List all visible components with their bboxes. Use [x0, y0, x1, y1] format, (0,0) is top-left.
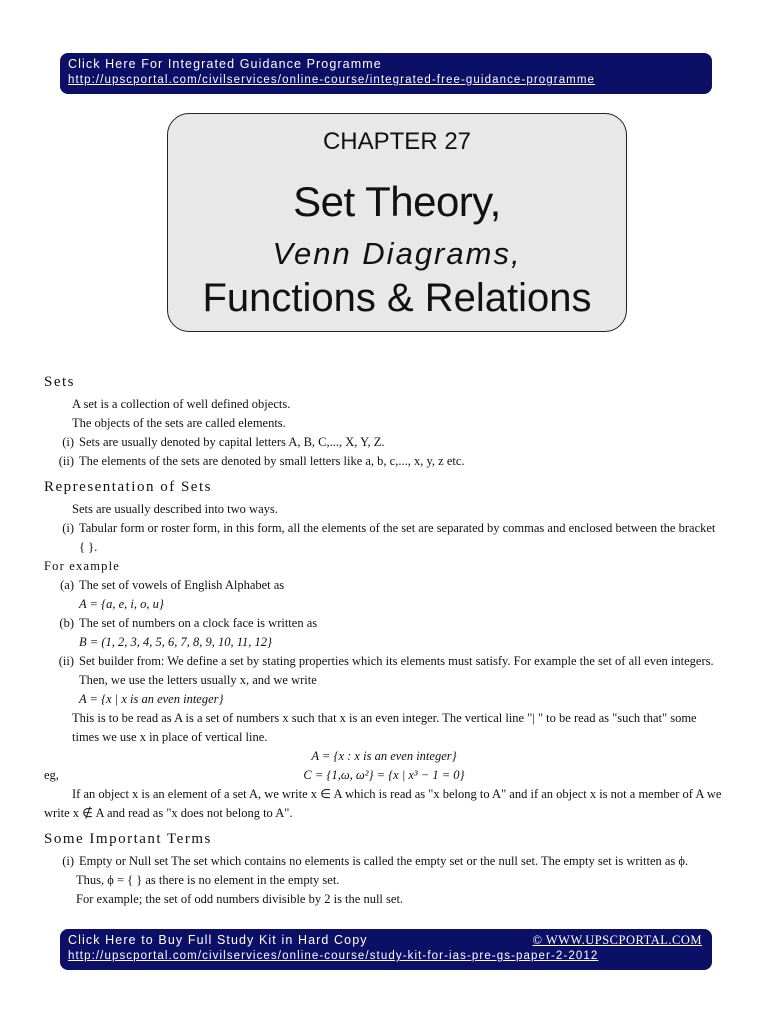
footer-banner[interactable] — [60, 929, 712, 970]
list-item — [44, 614, 724, 633]
paragraph: Sets are usually described into two ways. — [72, 502, 278, 516]
list-item-text: Sets are usually denoted by capital letters A, B, C,..., X, Y, Z. — [79, 435, 385, 449]
header-banner-text[interactable]: Click Here For Integrated Guidance Programme — [68, 57, 382, 71]
title-line-2: Venn Diagrams, — [272, 236, 522, 271]
paragraph: A set is a collection of well defined objects. — [72, 397, 291, 411]
list-item-number: (ii) — [58, 654, 74, 668]
list-item-number: (i) — [62, 854, 74, 868]
copyright-link[interactable]: © WWW.UPSCPORTAL.COM — [532, 933, 702, 947]
list-item — [44, 852, 724, 871]
list-item-text: Tabular form or roster form, in this form, all the elements of the set are separated by commas and enclosed between the bracket { }. — [79, 521, 716, 554]
list-item — [44, 433, 724, 452]
example-label: eg, — [44, 768, 59, 782]
equation: B = (1, 2, 3, 4, 5, 6, 7, 8, 9, 10, 11, 12} — [79, 635, 273, 649]
section-heading-sets: Sets — [44, 374, 76, 390]
equation: A = {x | x is an even integer} — [79, 692, 224, 706]
chapter-number: CHAPTER 27 — [322, 128, 472, 155]
footer-banner-link[interactable]: http://upscportal.com/civilservices/online-course/study-kit-for-ias-pre-gs-paper-2-2012 — [68, 950, 599, 962]
header-banner-link[interactable]: http://upscportal.com/civilservices/online-course/integrated-free-guidance-programme — [68, 74, 596, 86]
list-item — [44, 576, 724, 595]
page-content — [44, 368, 724, 909]
paragraph: Thus, ϕ = { } as there is no element in the empty set. — [76, 873, 340, 887]
section-heading-representation: Representation of Sets — [44, 479, 212, 495]
list-item — [44, 519, 724, 557]
section-heading-terms: Some Important Terms — [44, 831, 212, 847]
footer-banner-text[interactable]: Click Here to Buy Full Study Kit in Hard Copy — [68, 933, 368, 947]
equation: C = {1,ω, ω²} = {x | x³ − 1 = 0} — [303, 768, 465, 782]
list-item-number: (ii) — [58, 454, 74, 468]
paragraph: This is to be read as A is a set of numbers x such that x is an even integer. The vertical line "| " to be read as "such that" some times we use x in place of vertical line. — [72, 711, 697, 744]
paragraph: If an object x is an element of a set A, we write x ∈ A which is read as "x belong to A" and if an object x is not a member of A we write x ∉ A and read as "x does not belong to A". — [44, 787, 722, 820]
list-item-text: The set of vowels of English Alphabet as — [79, 578, 285, 592]
chapter-title-box — [167, 113, 627, 332]
list-item-number: (i) — [62, 521, 74, 535]
list-item-number: (b) — [59, 616, 74, 630]
example-row — [44, 766, 724, 785]
list-item-number: (i) — [62, 435, 74, 449]
title-line-3: Functions & Relations — [202, 276, 592, 320]
list-item — [44, 652, 724, 690]
equation: A = {a, e, i, o, u} — [79, 597, 164, 611]
header-banner[interactable] — [60, 53, 712, 94]
list-item-text: Empty or Null set The set which contains no elements is called the empty set or the null set. The empty set is written as ϕ. — [79, 854, 689, 868]
list-item-text: Set builder from: We define a set by stating properties which its elements must satisfy. For example the set of all even integers. Then, we use the letters usually x, and we write — [79, 654, 714, 687]
title-line-1: Set Theory, — [293, 178, 501, 225]
for-example-label: For example — [44, 559, 121, 573]
list-item-text: The elements of the sets are denoted by small letters like a, b, c,..., x, y, z etc. — [79, 454, 465, 468]
paragraph: For example; the set of odd numbers divisible by 2 is the null set. — [76, 892, 404, 906]
list-item-number: (a) — [60, 578, 74, 592]
list-item-text: The set of numbers on a clock face is written as — [79, 616, 318, 630]
list-item — [44, 452, 724, 471]
paragraph: The objects of the sets are called elements. — [72, 416, 286, 430]
equation-centered: A = {x : x is an even integer} — [311, 749, 457, 763]
